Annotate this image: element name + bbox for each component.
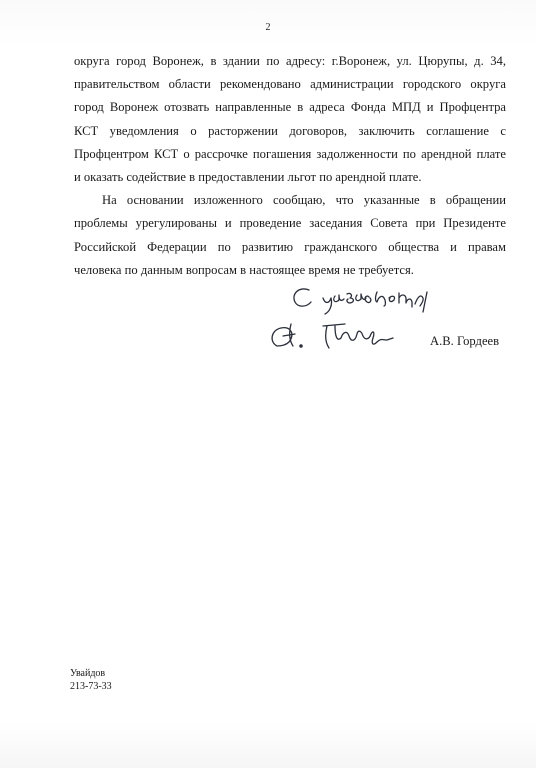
body-line: правительством области рекомендовано администрации городского округа <box>74 77 506 92</box>
signature-g-stroke <box>323 324 393 348</box>
body-line: и оказать содействие в предоставлении льгот по арендной плате. <box>74 170 422 185</box>
closing-c-stroke <box>294 289 311 306</box>
executor-phone: 213-73-33 <box>70 681 112 692</box>
body-line: КСТ уведомления о расторжении договоров, заключить соглашение с <box>74 123 506 138</box>
closing-word-stroke <box>323 292 427 314</box>
body-line: проблемы урегулированы и проведение заседания Совета при Президенте <box>74 216 506 231</box>
body-line: город Воронеж отозвать направленные в адреса Фонда МПД и Профцентра <box>74 100 506 115</box>
body-line: округа город Воронеж, в здании по адресу: г.Воронеж, ул. Цюрупы, д. 34, <box>74 54 506 68</box>
signature-dot <box>300 345 302 347</box>
signature-a-stroke <box>272 324 295 346</box>
executor-footer <box>70 667 112 693</box>
executor-name: Увайдов <box>70 668 106 679</box>
body-line: Профцентром КСТ о рассрочке погашения задолженности по арендной плате <box>74 146 506 161</box>
page-number: 2 <box>265 22 271 33</box>
body-line: На основании изложенного сообщаю, что указанные в обращении <box>102 193 506 208</box>
letter-body <box>74 50 506 282</box>
body-line: Российской Федерации по развитию гражданского общества и правам <box>74 239 506 254</box>
signatory-name: А.В. Гордеев <box>430 334 500 348</box>
body-line: человека по данным вопросам в настоящее время не требуется. <box>74 262 414 277</box>
